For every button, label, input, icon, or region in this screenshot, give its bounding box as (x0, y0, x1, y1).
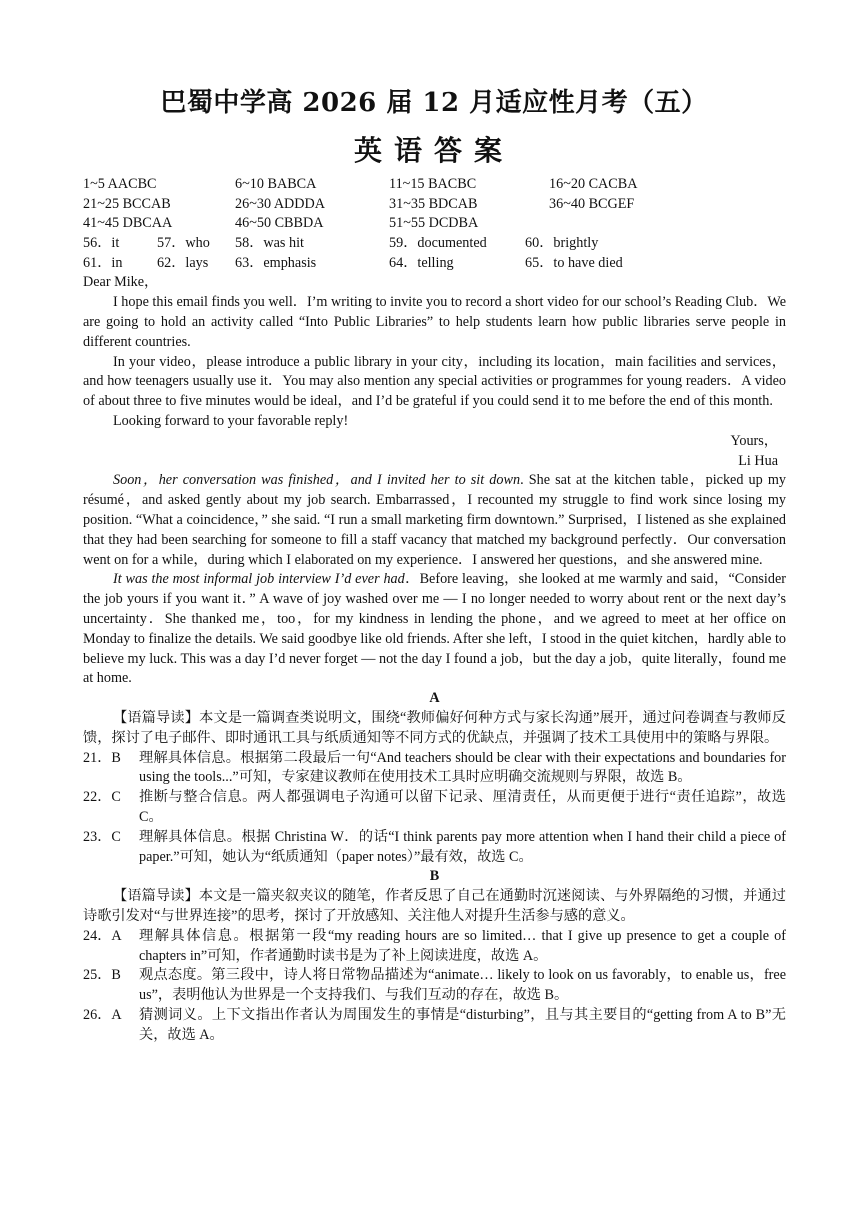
story-paragraph (83, 471, 786, 570)
answer-group: 16~20 CACBA (549, 176, 638, 192)
answer-group: 31~35 BDCAB (389, 195, 478, 212)
answer-row (83, 175, 786, 195)
sample-letter (83, 273, 786, 471)
question-number: 22．C (83, 789, 121, 806)
letter-paragraph: In your video，please introduce a public library in your city，including its location，main facilities and services，and how teenagers usually use it．You may also mention any special activities or programmes for young readers．A video of about three to five minutes would be ideal，and I’d be grateful if you could send it to me before the end of this month. (83, 353, 786, 410)
explanation-text: 推断与整合信息。两人都强调电子沟通可以留下记录、厘清责任，从而更便于进行“责任追踪”，故选 C。 (139, 789, 786, 825)
explanation-text: 猜测词义。上下文指出作者认为周围发生的事情是“disturbing”，且与其主要目的“getting from A to B”无关，故选 A。 (139, 1006, 786, 1043)
content (83, 175, 786, 1046)
section-intro: 【语篇导读】本文是一篇夹叙夹议的随笔，作者反思了自己在通勤时沉迷阅读、与外界隔绝的习惯，并通过诗歌引发对“与世界连接”的思考，探讨了开放感知、关注他人对提升生活参与感的意义。 (83, 888, 786, 924)
fill-answer: 56．it (83, 235, 120, 252)
fill-answer: 63．emphasis (235, 254, 317, 271)
question-explanation (83, 927, 786, 967)
fill-answer: 62．lays (157, 254, 209, 271)
page-subtitle: 英语答案 (353, 134, 514, 167)
answer-group: 11~15 BACBC (389, 176, 477, 192)
section-label: B (429, 868, 440, 885)
explanation-text: 理解具体信息。根据第一段“my reading hours are so limited… that I give up presence to get a couple of chapters in”可知，作者通勤时读书是为了补上阅读进度，故选 A。 (139, 927, 786, 964)
fill-answer: 64．telling (389, 254, 454, 271)
letter-salutation: Dear Mike， (83, 274, 159, 291)
answer-row (83, 214, 786, 234)
question-number: 23．C (83, 828, 121, 845)
question-explanation (83, 966, 786, 1006)
fill-answer: 57．who (157, 235, 210, 252)
sample-story (83, 471, 786, 689)
story-opening-sentence: Soon，her conversation was finished，and I invited her to sit down (113, 472, 521, 489)
answer-group: 46~50 CBBDA (235, 215, 324, 232)
fill-row (83, 254, 786, 274)
letter-paragraph: I hope this email finds you well．I’m writing to invite you to record a short video for our school’s Reading Club．We are going to hold an activity called “Into Public Libraries” to help students learn how public libraries serve people in different countries. (83, 294, 786, 350)
answer-group: 21~25 BCCAB (83, 195, 171, 212)
explanation-text: 观点态度。第三段中，诗人将日常物品描述为“animate… likely to look on us favorably，to enable us，free us”，表明他认为世界是一个支持我们、与我们互动的存在，故选 B。 (139, 967, 786, 1004)
answer-group: 6~10 BABCA (235, 176, 317, 192)
page-title: 巴蜀中学高 2026 届 12 月适应性月考（五） (160, 88, 708, 118)
explanation-text: 理解具体信息。根据 Christina W．的话“I think parents pay more attention when I hand their child a piece of paper.”可知，她认为“纸质通知（paper notes）”最有效，故选 C。 (139, 828, 786, 865)
question-explanation (83, 788, 786, 828)
fill-answer: 58．was hit (235, 235, 304, 252)
story-text: ．Before leaving，she looked at me warmly and said，“Consider the job yours if you want it．” A wave of joy washed over me — I no longer needed to worry about rent or the next day’s uncertainty．She thanked me，too，for my kindness in lending the phone，and we agreed to meet at her office on Monday to finalize the details. We said goodbye like old friends. After she left，I stood in the quiet kitchen，hardly able to believe my luck. This was a day I’d never forget — not the day I found a job，but the day a job，quite literally，found me at home. (83, 571, 786, 687)
question-explanation (83, 1006, 786, 1046)
fill-answer: 61．in (83, 254, 123, 271)
answer-group: 51~55 DCDBA (389, 215, 479, 232)
letter-signature: Li Hua (738, 452, 778, 469)
section-a (83, 689, 786, 867)
question-explanation (83, 828, 786, 868)
question-number: 26．A (83, 1006, 122, 1023)
fill-answer: 60．brightly (525, 235, 599, 252)
question-explanation (83, 749, 786, 789)
story-paragraph (83, 570, 786, 689)
section-b (83, 867, 786, 1045)
question-number: 25．B (83, 967, 121, 984)
explanation-text: 理解具体信息。根据第二段最后一句“And teachers should be clear with their expectations and boundaries for using the tools...”可知，专家建议教师在使用技术工具时应明确交流规则与界限，故选 B。 (139, 749, 786, 786)
answer-row (83, 195, 786, 215)
letter-closing: Yours， (730, 432, 778, 449)
question-number: 24．A (83, 927, 122, 944)
section-intro: 【语篇导读】本文是一篇调查类说明文，围绕“教师偏好何种方式与家长沟通”展开，通过问卷调查与教师反馈，探讨了电子邮件、即时通讯工具与纸质通知等不同方式的优缺点，并强调了技术工具使用中的策略与界限。 (83, 709, 786, 746)
letter-paragraph: Looking forward to your favorable reply! (113, 413, 349, 430)
story-text: . She sat at the kitchen table，picked up my résumé，and asked gently about my job search. Embarrassed，I recounted my struggle to find work since losing my position. “What a coincidence，” she said. “I run a small marketing firm downtown.” Surprised，I listened as she explained that they had been searching for someone to fill a staff vacancy that matched my background perfectly．Our conversation went on for a while，during which I elaborated on my experience．I answered her questions，and she answered mine. (83, 472, 786, 568)
answer-group: 1~5 AACBC (83, 176, 157, 192)
section-label: A (429, 690, 440, 707)
fill-answer: 65．to have died (525, 254, 623, 271)
answer-group: 36~40 BCGEF (549, 195, 635, 212)
answer-group: 26~30 ADDDA (235, 195, 326, 212)
story-opening-sentence: It was the most informal job interview I’d ever had (113, 571, 405, 588)
answer-group: 41~45 DBCAA (83, 215, 173, 232)
question-number: 21．B (83, 749, 121, 766)
fill-row (83, 234, 786, 254)
fill-answer: 59．documented (389, 235, 487, 252)
answer-key (83, 175, 786, 273)
